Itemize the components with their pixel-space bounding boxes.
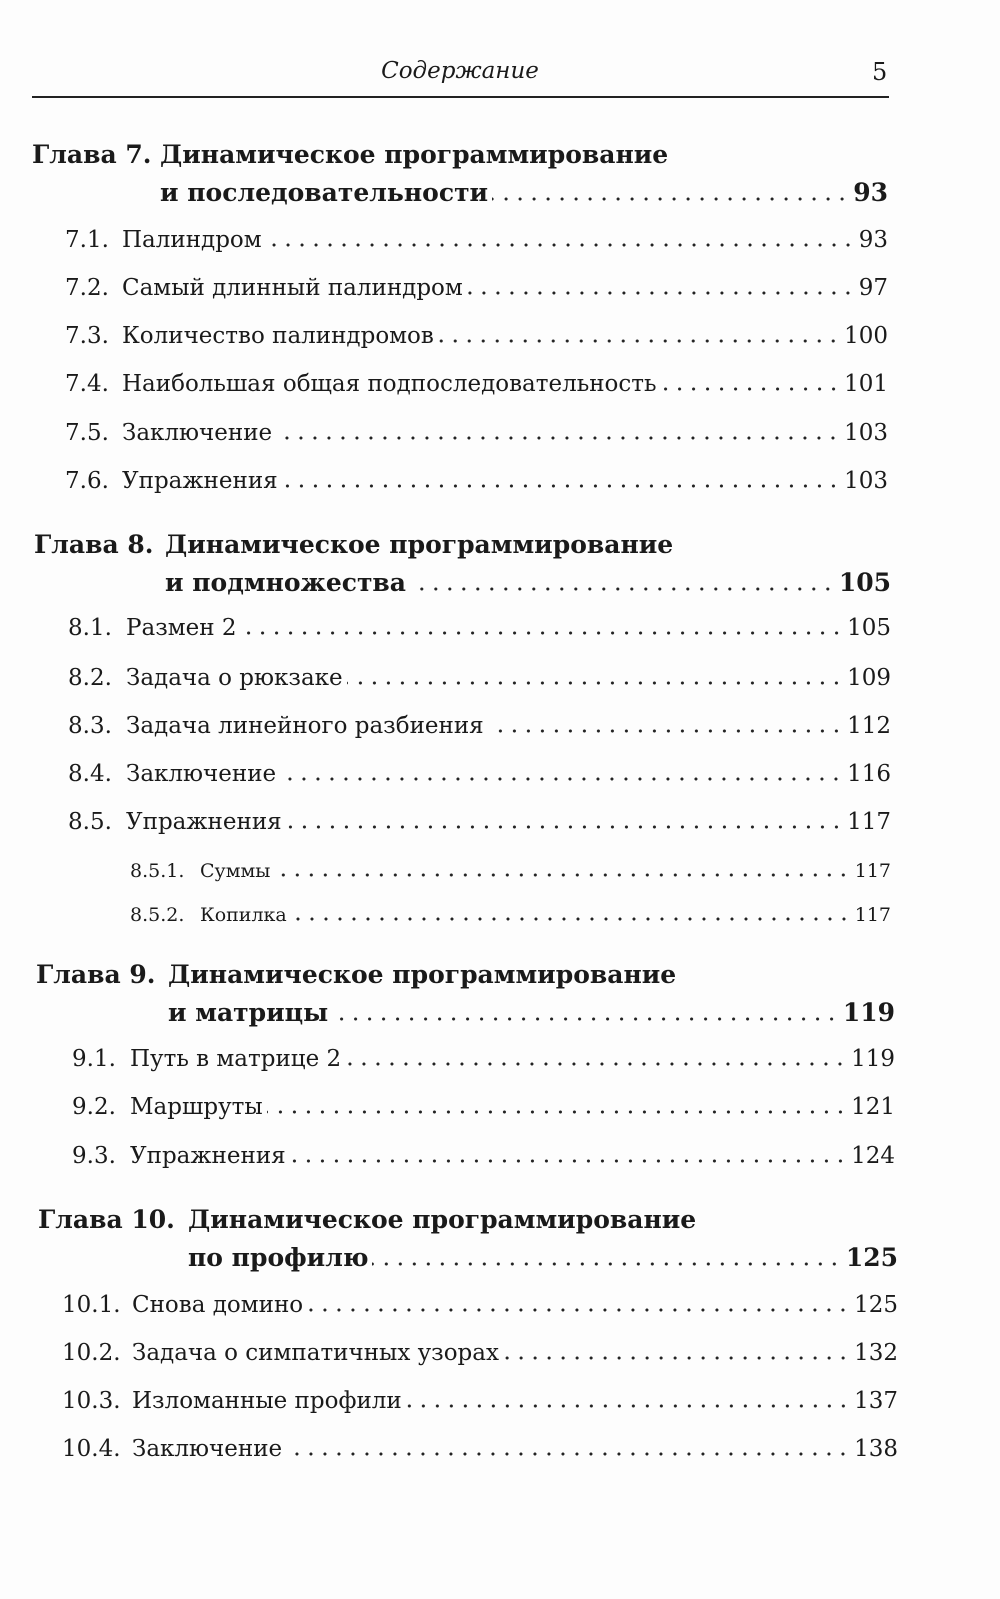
section-title: Задача о рюкзаке bbox=[126, 665, 343, 691]
section-page-number: 103 bbox=[844, 468, 888, 494]
section-entry[interactable] bbox=[68, 809, 891, 835]
chapter-heading[interactable] bbox=[32, 140, 668, 169]
section-page-number: 124 bbox=[851, 1143, 895, 1169]
section-entry[interactable] bbox=[65, 275, 888, 301]
section-number: 7.3. bbox=[65, 323, 109, 349]
section-number: 8.5.2. bbox=[130, 904, 185, 926]
dot-leader bbox=[286, 1452, 850, 1456]
chapter-label: Глава 10. bbox=[38, 1205, 175, 1234]
section-page-number: 101 bbox=[844, 371, 888, 397]
chapter-title-line2: и подмножества bbox=[165, 568, 407, 597]
section-entry[interactable] bbox=[72, 1046, 895, 1072]
section-number: 8.3. bbox=[68, 713, 112, 739]
section-title: Задача линейного разбиения bbox=[126, 713, 484, 739]
section-title: Задача о симпатичных узорах bbox=[132, 1340, 499, 1366]
section-entry[interactable] bbox=[72, 1143, 895, 1169]
chapter-title-line1: Динамическое программирование bbox=[188, 1205, 697, 1234]
subsection-entry[interactable] bbox=[130, 860, 891, 882]
section-number: 7.6. bbox=[65, 468, 109, 494]
chapter-title-line2: по профилю bbox=[188, 1243, 369, 1272]
section-entry[interactable] bbox=[68, 713, 891, 739]
section-title: Упражнения bbox=[122, 468, 278, 494]
chapter-title-line1: Динамическое программирование bbox=[165, 530, 674, 559]
section-page-number: 103 bbox=[844, 420, 888, 446]
dot-leader bbox=[291, 917, 851, 921]
dot-leader bbox=[488, 729, 843, 733]
chapter-heading[interactable] bbox=[38, 1205, 696, 1234]
section-entry[interactable] bbox=[65, 420, 888, 446]
section-page-number: 119 bbox=[851, 1046, 895, 1072]
dot-leader bbox=[290, 1159, 847, 1163]
chapter-label: Глава 9. bbox=[36, 960, 156, 989]
chapter-page-number: 119 bbox=[842, 998, 895, 1027]
chapter-title-line1: Динамическое программирование bbox=[168, 960, 677, 989]
dot-leader bbox=[503, 1356, 850, 1360]
chapter-label: Глава 7. bbox=[32, 140, 152, 169]
section-entry[interactable] bbox=[62, 1292, 898, 1318]
section-title: Суммы bbox=[200, 860, 271, 882]
chapter-heading[interactable] bbox=[36, 960, 676, 989]
section-page-number: 116 bbox=[847, 761, 891, 787]
section-number: 9.1. bbox=[72, 1046, 116, 1072]
chapter-heading-continued[interactable] bbox=[168, 998, 895, 1027]
section-entry[interactable] bbox=[62, 1340, 898, 1366]
section-page-number: 137 bbox=[854, 1388, 898, 1414]
section-title: Заключение bbox=[126, 761, 277, 787]
chapter-heading-continued[interactable] bbox=[165, 568, 891, 597]
section-page-number: 97 bbox=[858, 275, 888, 301]
section-title: Упражнения bbox=[126, 809, 282, 835]
dot-leader bbox=[372, 1262, 841, 1266]
section-entry[interactable] bbox=[65, 371, 888, 397]
section-number: 7.5. bbox=[65, 420, 109, 446]
section-page-number: 93 bbox=[858, 227, 888, 253]
chapter-page-number: 105 bbox=[838, 568, 891, 597]
section-page-number: 138 bbox=[854, 1436, 898, 1462]
dot-leader bbox=[276, 436, 840, 440]
dot-leader bbox=[267, 1110, 847, 1114]
chapter-title-line1: Динамическое программирование bbox=[160, 140, 669, 169]
section-entry[interactable] bbox=[72, 1094, 895, 1120]
section-entry[interactable] bbox=[62, 1436, 898, 1462]
section-title: Маршруты bbox=[130, 1094, 263, 1120]
section-number: 10.2. bbox=[62, 1340, 121, 1366]
dot-leader bbox=[492, 197, 849, 201]
section-title: Снова домино bbox=[132, 1292, 304, 1318]
chapter-heading-continued[interactable] bbox=[160, 178, 888, 207]
section-number: 10.1. bbox=[62, 1292, 121, 1318]
section-page-number: 132 bbox=[854, 1340, 898, 1366]
section-title: Палиндром bbox=[122, 227, 262, 253]
dot-leader bbox=[282, 484, 840, 488]
section-title: Изломанные профили bbox=[132, 1388, 402, 1414]
page-number: 5 bbox=[872, 58, 888, 86]
dot-leader bbox=[332, 1017, 839, 1021]
section-number: 9.2. bbox=[72, 1094, 116, 1120]
section-entry[interactable] bbox=[62, 1388, 898, 1414]
dot-leader bbox=[280, 777, 843, 781]
section-title: Заключение bbox=[122, 420, 273, 446]
chapter-heading[interactable] bbox=[34, 530, 673, 559]
dot-leader bbox=[241, 631, 844, 635]
section-number: 7.4. bbox=[65, 371, 109, 397]
chapter-label: Глава 8. bbox=[34, 530, 154, 559]
section-number: 7.2. bbox=[65, 275, 109, 301]
section-number: 7.1. bbox=[65, 227, 109, 253]
section-page-number: 112 bbox=[847, 713, 891, 739]
section-page-number: 105 bbox=[847, 615, 891, 641]
section-entry[interactable] bbox=[68, 761, 891, 787]
section-page-number: 117 bbox=[854, 860, 891, 882]
section-number: 8.5.1. bbox=[130, 860, 185, 882]
dot-leader bbox=[307, 1308, 850, 1312]
section-title: Наибольшая общая подпоследовательность bbox=[122, 371, 657, 397]
chapter-page-number: 125 bbox=[845, 1243, 898, 1272]
section-entry[interactable] bbox=[68, 615, 891, 641]
section-page-number: 117 bbox=[847, 809, 891, 835]
section-number: 8.1. bbox=[68, 615, 112, 641]
chapter-page-number: 93 bbox=[853, 178, 888, 207]
section-title: Количество палиндромов bbox=[122, 323, 434, 349]
section-number: 10.3. bbox=[62, 1388, 121, 1414]
section-title: Размен 2 bbox=[126, 615, 237, 641]
section-page-number: 100 bbox=[844, 323, 888, 349]
dot-leader bbox=[661, 387, 841, 391]
dot-leader bbox=[345, 1062, 847, 1066]
running-header-title: Содержание bbox=[381, 58, 539, 84]
section-number: 9.3. bbox=[72, 1143, 116, 1169]
section-title: Путь в матрице 2 bbox=[130, 1046, 342, 1072]
subsection-entry[interactable] bbox=[130, 904, 891, 926]
section-number: 8.5. bbox=[68, 809, 112, 835]
section-page-number: 109 bbox=[847, 665, 891, 691]
dot-leader bbox=[438, 339, 840, 343]
dot-leader bbox=[274, 873, 850, 877]
chapter-title-line2: и последовательности bbox=[160, 178, 489, 207]
section-page-number: 121 bbox=[851, 1094, 895, 1120]
section-page-number: 125 bbox=[854, 1292, 898, 1318]
dot-leader bbox=[266, 243, 855, 247]
dot-leader bbox=[347, 681, 843, 685]
dot-leader bbox=[410, 587, 835, 591]
section-number: 8.4. bbox=[68, 761, 112, 787]
section-page-number: 117 bbox=[854, 904, 891, 926]
section-number: 8.2. bbox=[68, 665, 112, 691]
chapter-heading-continued[interactable] bbox=[188, 1243, 898, 1272]
section-number: 10.4. bbox=[62, 1436, 121, 1462]
section-title: Упражнения bbox=[130, 1143, 286, 1169]
section-entry[interactable] bbox=[65, 468, 888, 494]
section-entry[interactable] bbox=[65, 323, 888, 349]
header-rule bbox=[32, 96, 889, 98]
dot-leader bbox=[406, 1404, 850, 1408]
section-title: Заключение bbox=[132, 1436, 283, 1462]
section-title: Самый длинный палиндром bbox=[122, 275, 463, 301]
chapter-title-line2: и матрицы bbox=[168, 998, 329, 1027]
dot-leader bbox=[286, 825, 843, 829]
section-title: Копилка bbox=[200, 904, 287, 926]
section-entry[interactable] bbox=[65, 227, 888, 253]
dot-leader bbox=[467, 291, 855, 295]
section-entry[interactable] bbox=[68, 665, 891, 691]
